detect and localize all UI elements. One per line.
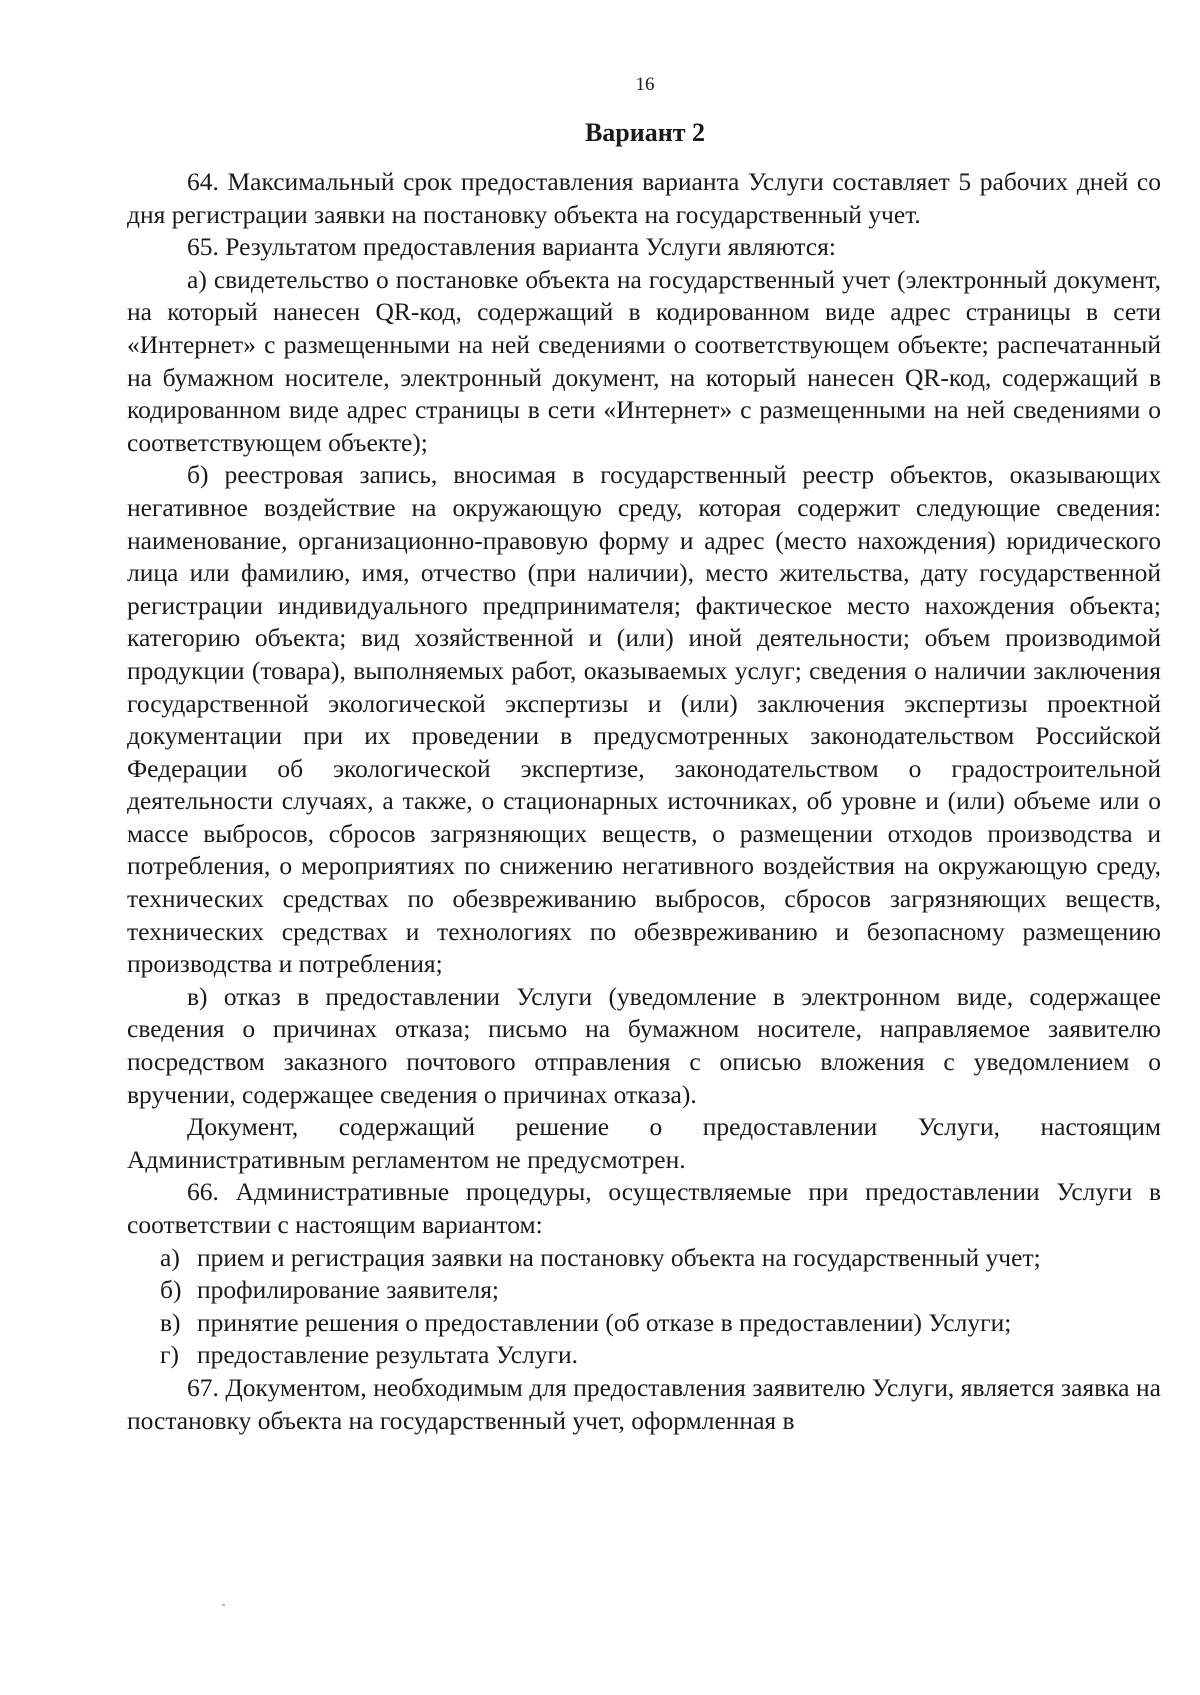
list-item-text: прием и регистрация заявки на постановку объекта на государственный учет; (197, 1242, 1041, 1272)
page-number: 16 (635, 74, 655, 95)
paragraph-66: 66. Административные процедуры, осуществляемые при предоставлении Услуги в соответствии с настоящим вариантом: (127, 1177, 1161, 1239)
list-item-text: профилирование заявителя; (197, 1275, 500, 1305)
list-item (127, 1242, 1161, 1275)
paragraph-65-document-note: Документ, содержащий решение о предоставлении Услуги, настоящим Административным регламентом не предусмотрен. (127, 1112, 1161, 1174)
paragraph-65-b: б) реестровая запись, вносимая в государственный реестр объектов, оказывающих негативное воздействие на окружающую среду, которая содержит следующие сведения: наименование, организационно-правовую форму и адрес (место нахождения) юридического лица или фамилию, имя, отчество (при наличии), место жительства, дату государственной регистрации индивидуального предпринимателя; фактическое место нахождения объекта; категорию объекта; вид хозяйственной и (или) иной деятельности; объем производимой продукции (товара), выполняемых работ, оказываемых услуг; сведения о наличии заключения государственной экологической экспертизы и (или) заключения экспертизы проектной документации при их проведении в предусмотренных законодательством Российской Федерации об экологической экспертизе, законодательством о градостроительной деятельности случаях, а также, о стационарных источниках, об уровне и (или) объеме или о массе выбросов, сбросов загрязняющих веществ, о размещении отходов производства и потребления, о мероприятиях по снижению негативного воздействия на окружающую среду, технических средствах по обезвреживанию выбросов, сбросов загрязняющих веществ, технических средствах и технологиях по обезвреживанию и безопасному размещению производства и потребления; (127, 460, 1161, 979)
paragraph-64: 64. Максимальный срок предоставления варианта Услуги составляет 5 рабочих дней со дня регистрации заявки на постановку объекта на государственный учет. (127, 167, 1161, 229)
list-item (127, 1339, 1161, 1372)
paragraph-65-a: а) свидетельство о постановке объекта на государственный учет (электронный документ, на который нанесен QR-код, содержащий в кодированном виде адрес страницы в сети «Интернет» с размещенными на ней сведениями о соответствующем объекте; распечатанный на бумажном носителе, электронный документ, на который нанесен QR-код, содержащий в кодированном виде адрес страницы в сети «Интернет» с размещенными на ней сведениями о соответствующем объекте); (127, 264, 1161, 457)
list-item-text: предоставление результата Услуги. (197, 1340, 579, 1370)
paragraph-65-v: в) отказ в предоставлении Услуги (уведомление в электронном виде, содержащее сведения о причинах отказа; письмо на бумажном носителе, направляемое заявителю посредством заказного почтового отправления с описью вложения с уведомлением о вручении, содержащее сведения о причинах отказа). (127, 981, 1161, 1109)
list-item (127, 1307, 1161, 1340)
list-item-text: принятие решения о предоставлении (об отказе в предоставлении) Услуги; (197, 1307, 1012, 1337)
list-marker: в) (160, 1307, 181, 1337)
document-body (127, 166, 1161, 1437)
procedures-list (127, 1242, 1161, 1372)
paragraph-65: 65. Результатом предоставления варианта Услуги являются: (187, 232, 836, 262)
list-marker: б) (160, 1275, 182, 1305)
scan-artifact (222, 1604, 225, 1606)
section-title: Вариант 2 (584, 118, 706, 147)
list-marker: г) (160, 1340, 179, 1370)
paragraph-67: 67. Документом, необходимым для предоставления заявителю Услуги, является заявка на постановку объекта на государственный учет, оформленная в (127, 1372, 1161, 1435)
list-marker: а) (160, 1242, 180, 1272)
list-item (127, 1274, 1161, 1307)
